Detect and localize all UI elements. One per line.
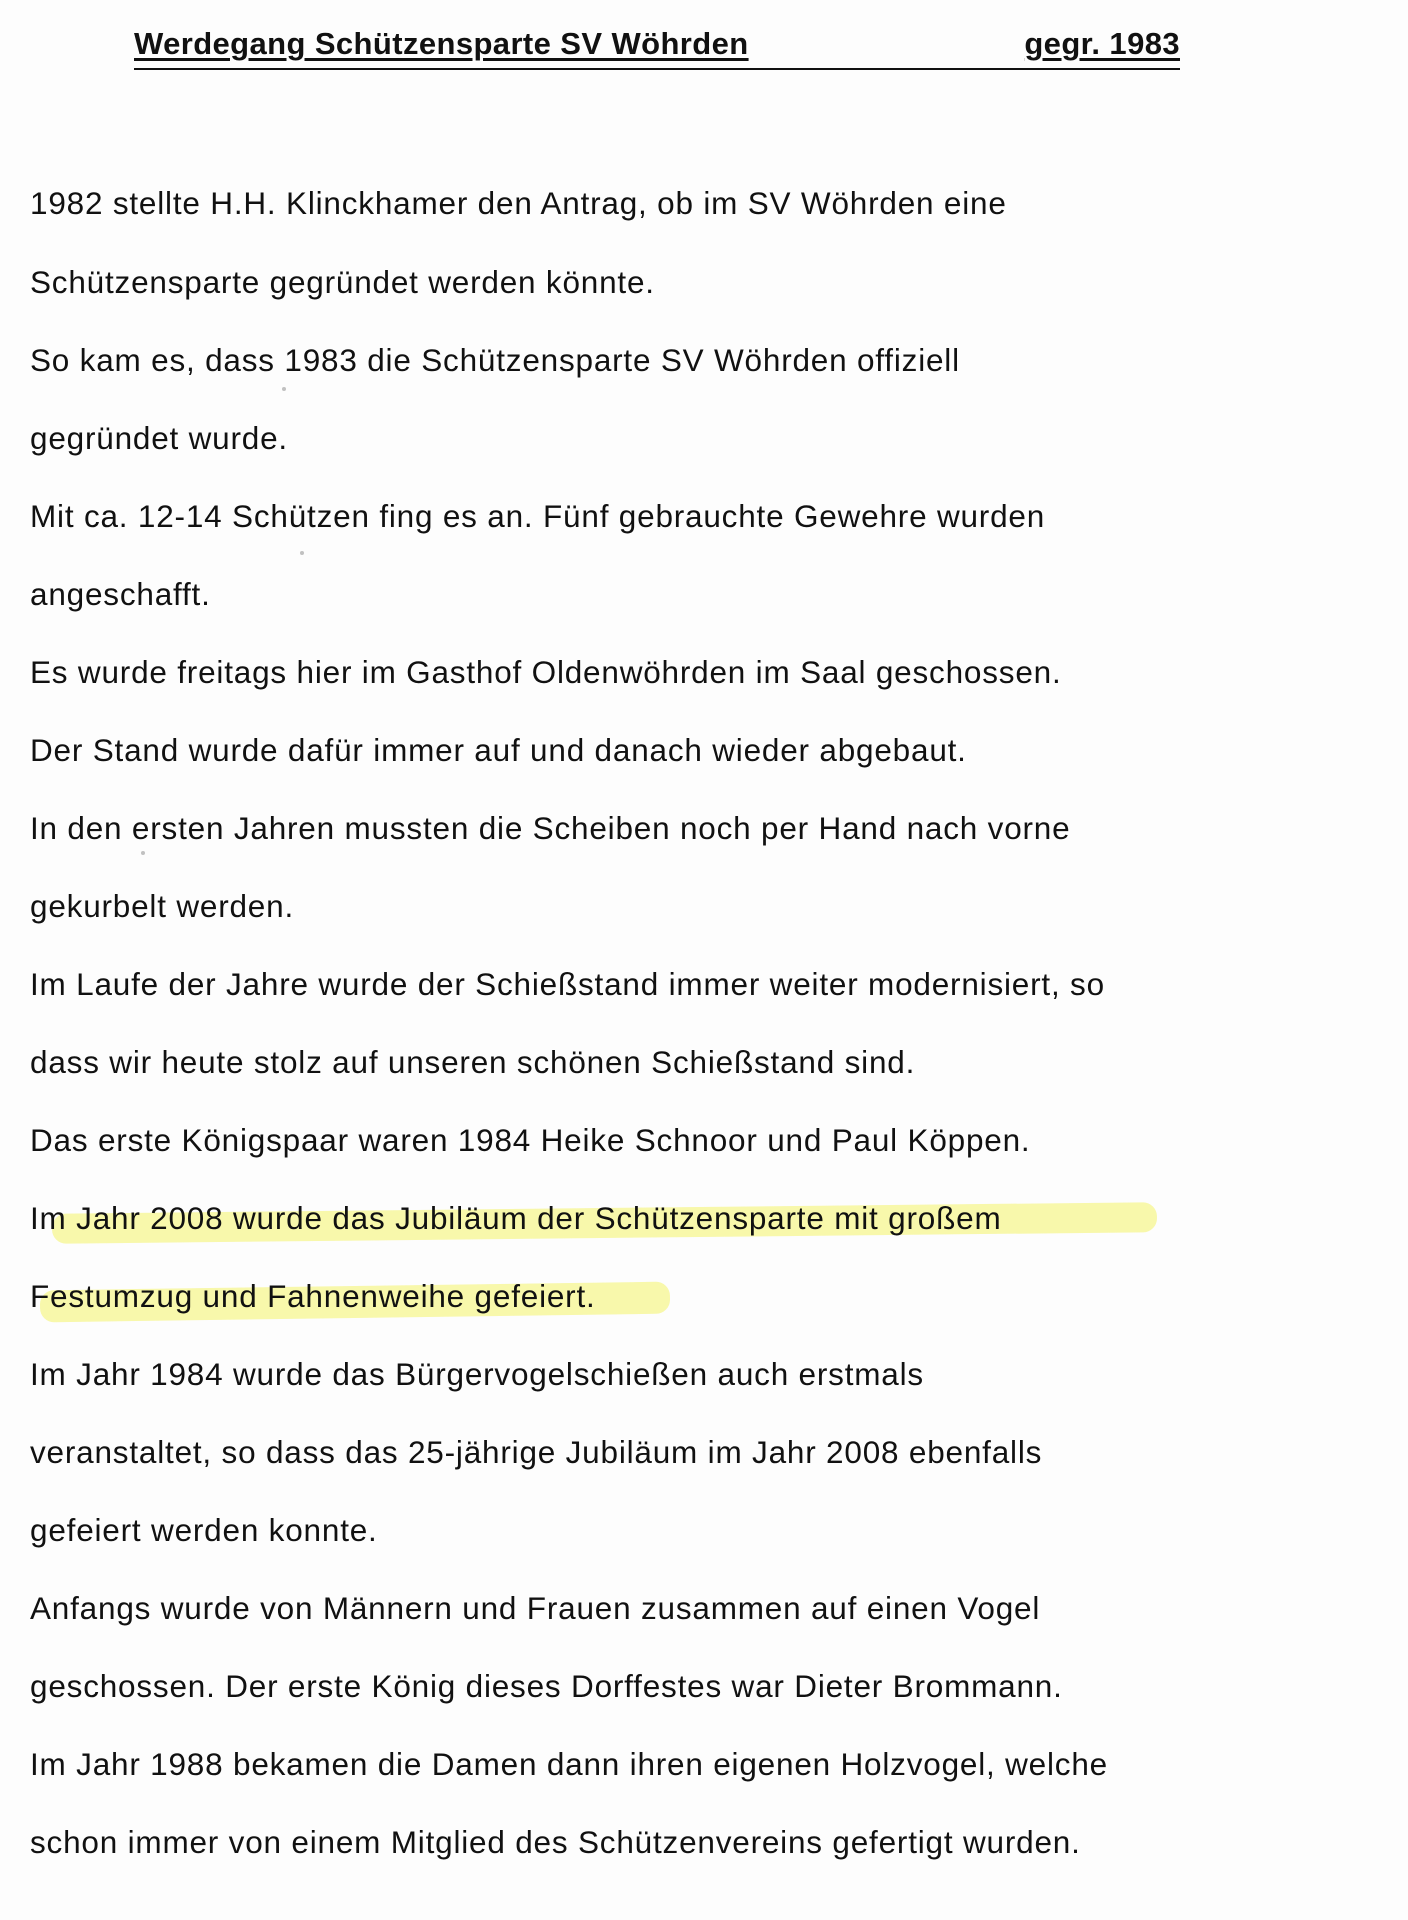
scan-speck [141, 851, 145, 855]
text-line: gefeiert werden konnte. [30, 1512, 378, 1548]
document-title: Werdegang Schützensparte SV Wöhrden [134, 26, 749, 61]
text-line: Der Stand wurde dafür immer auf und danach wieder abgebaut. [30, 732, 967, 768]
scan-speck [300, 551, 304, 555]
text-line: Im Jahr 1984 wurde das Bürgervogelschießen auch erstmals [30, 1356, 924, 1392]
text-line: Anfangs wurde von Männern und Frauen zusammen auf einen Vogel [30, 1590, 1041, 1626]
text-line: So kam es, dass 1983 die Schützensparte SV Wöhrden offiziell [30, 342, 960, 378]
text-line: Im Jahr 1988 bekamen die Damen dann ihren eigenen Holzvogel, welche [30, 1746, 1108, 1782]
text-line: schon immer von einem Mitglied des Schützenvereins gefertigt wurden. [30, 1824, 1081, 1860]
document-header [134, 26, 1180, 70]
text-line: Im Laufe der Jahre wurde der Schießstand immer weiter modernisiert, so [30, 966, 1105, 1002]
text-line: dass wir heute stolz auf unseren schönen Schießstand sind. [30, 1044, 916, 1080]
text-line: 1982 stellte H.H. Klinckhamer den Antrag, ob im SV Wöhrden eine [30, 185, 1007, 221]
text-line-highlighted: Im Jahr 2008 wurde das Jubiläum der Schützensparte mit großem [30, 1200, 1002, 1236]
text-line: Es wurde freitags hier im Gasthof Oldenwöhrden im Saal geschossen. [30, 654, 1062, 690]
text-line: Schützensparte gegründet werden könnte. [30, 264, 655, 300]
founded-date: gegr. 1983 [1024, 26, 1180, 61]
text-line: gekurbelt werden. [30, 888, 295, 924]
text-line: Mit ca. 12-14 Schützen fing es an. Fünf gebrauchte Gewehre wurden [30, 498, 1046, 534]
text-line-highlighted: Festumzug und Fahnenweihe gefeiert. [30, 1278, 596, 1314]
text-line: In den ersten Jahren mussten die Scheiben noch per Hand nach vorne [30, 810, 1071, 846]
text-line: angeschafft. [30, 576, 211, 612]
text-line: Das erste Königspaar waren 1984 Heike Schnoor und Paul Köppen. [30, 1122, 1031, 1158]
text-line: veranstaltet, so dass das 25-jährige Jubiläum im Jahr 2008 ebenfalls [30, 1434, 1043, 1470]
text-line: gegründet wurde. [30, 420, 288, 456]
text-line: geschossen. Der erste König dieses Dorffestes war Dieter Brommann. [30, 1668, 1063, 1704]
scan-speck [282, 387, 286, 391]
